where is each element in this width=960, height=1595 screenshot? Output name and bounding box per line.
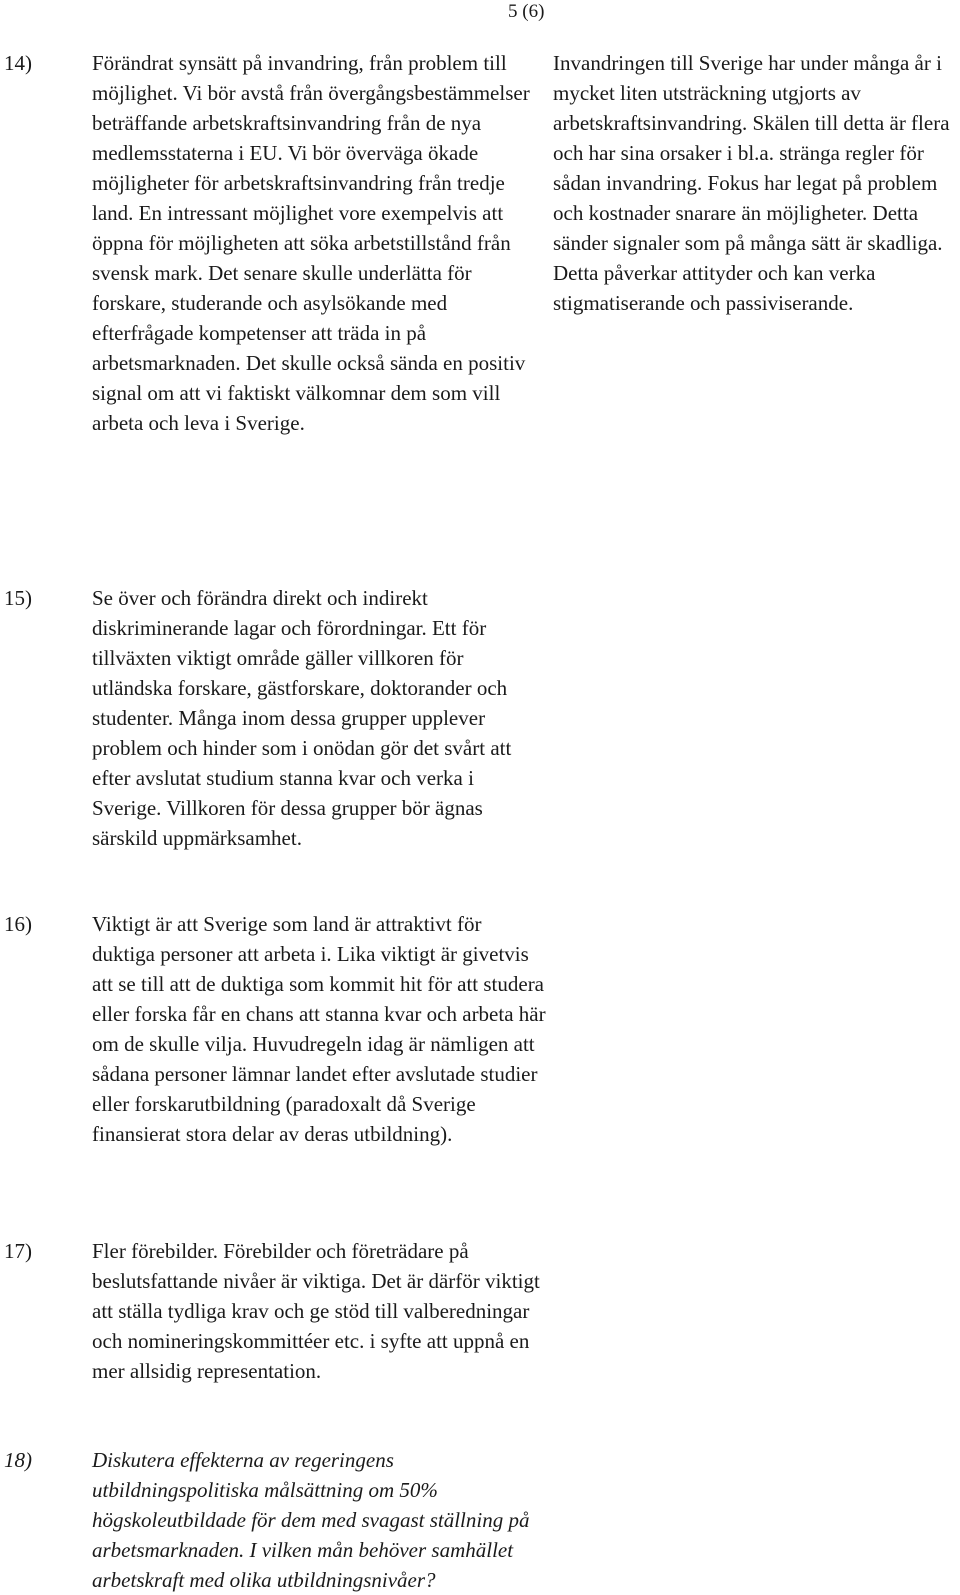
comment-column: Invandringen till Sverige har under många år i mycket liten utsträckning utgjorts av arbetskraftsinvandring. Skälen till detta är flera och har sina orsaker i bl.a. stränga regler för sådan invandring. Fokus har legat på problem och kostnader snarare än möjligheter. Detta sänder signaler som på många sätt är skadliga. Detta påverkar attityder och kan verka stigmatiserande och passiviserande. [553, 51, 950, 315]
item-text: Se över och förändra direkt och indirekt diskriminerande lagar och förordningar. Ett för tillväxten viktigt område gäller villkoren för utländska forskare, gästforskare, doktorander och studenter. Många inom dessa grupper upplever problem och hinder som i onödan gör det svårt att efter avslutat studium stanna kvar och verka i Sverige. Villkoren för dessa grupper bör ägnas särskild uppmärksamhet. [92, 586, 512, 850]
item-number: 18) [4, 1448, 32, 1472]
item-text: Förändrat synsätt på invandring, från problem till möjlighet. Vi bör avstå från övergångsbestämmelser beträffande arbetskraftsinvandring från de nya medlemsstaterna i EU. Vi bör överväga ökade möjligheter för arbetskraftsinvandring från tredje land. En intressant möjlighet vore exempelvis att öppna för möjligheten att söka arbetstillstånd från svensk mark. Det senare skulle underlätta för forskare, studerande och asylsökande med efterfrågade kompetenser att träda in på arbetsmarknaden. Det skulle också sända en positiv signal om att vi faktiskt välkomnar dem som vill arbeta och leva i Sverige. [92, 51, 530, 435]
item-number: 17) [4, 1239, 32, 1263]
item-number: 14) [4, 51, 32, 75]
item-text: Diskutera effekterna av regeringens utbildningspolitiska målsättning om 50% högskoleutbildade för dem med svagast ställning på arbetsmarknaden. I vilken mån behöver samhället arbetskraft med olika utbildningsnivåer? [92, 1448, 530, 1592]
item-text: Viktigt är att Sverige som land är attraktivt för duktiga personer att arbeta i. Lika viktigt är givetvis att se till att de duktiga som kommit hit för att studera eller forska får en chans att stanna kvar och arbeta här om de skulle vilja. Huvudregeln idag är nämligen att sådana personer lämnar landet efter avslutade studier eller forskarutbildning (paradoxalt då Sverige finansierat stora delar av deras utbildning). [92, 912, 546, 1146]
item-number: 16) [4, 912, 32, 936]
item-text: Fler förebilder. Förebilder och företrädare på beslutsfattande nivåer är viktiga. Det är därför viktigt att ställa tydliga krav och ge stöd till valberedningar och nomineringskommittéer etc. i syfte att uppnå en mer allsidig representation. [92, 1239, 540, 1383]
item-number: 15) [4, 586, 32, 610]
page-number: 5 (6) [508, 1, 545, 22]
